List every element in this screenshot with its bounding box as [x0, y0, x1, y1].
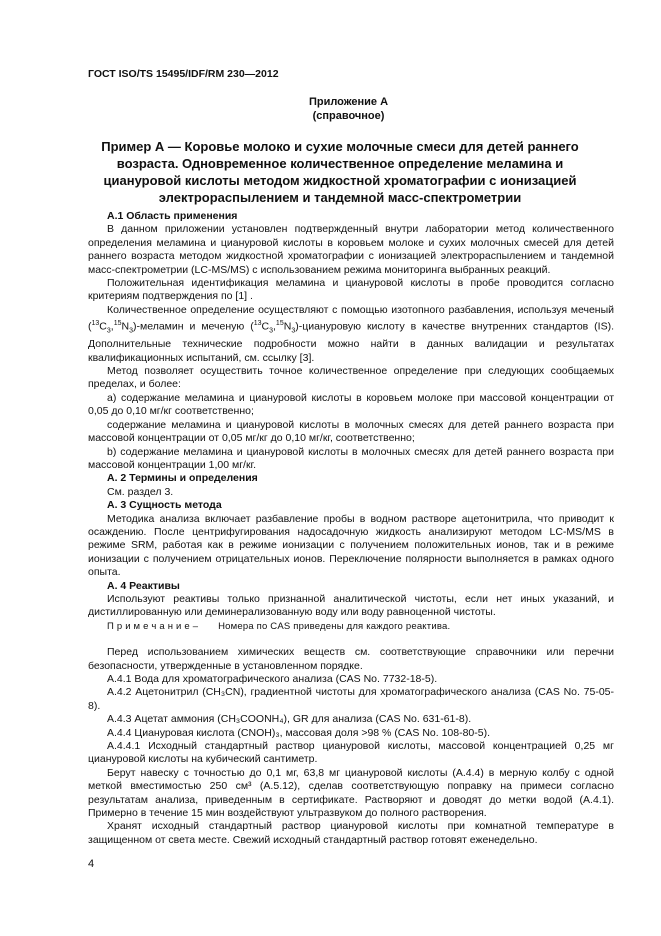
- item-a441-paragraph-3: Хранят исходный стандартный раствор циануровой кислоты при комнатной температуре в защищенном от света месте. Свежий исходный стандартный раствор готовят еженедельно.: [88, 820, 614, 846]
- section-a4-paragraph-1: Используют реактивы только признанной аналитической чистоты, если нет иных указаний, и дистиллированную или деминерализованную воду или воду равноценной чистоты.: [88, 592, 614, 619]
- item-a441-paragraph-2: Берут навеску с точностью до 0,1 мг, 63,8 мг циануровой кислоты (А.4.4) в мерную колбу с одной меткой вместимостью 250 см³ (А.5.12), сделав соответствующую поправку на примеси согласно результатам анализа, приведенным в сертификате. Растворяют и доводят до метки водой (А.4.1). Примерно в течение 15 мин воздействуют ультразвуком до полного растворения.: [88, 766, 614, 820]
- isotope-sep: ,: [273, 320, 276, 333]
- section-a3-heading: А. 3 Сущность метода: [107, 499, 222, 512]
- section-a4-heading: А. 4 Реактивы: [107, 579, 180, 592]
- section-a3-paragraph: Методика анализа включает разбавление пробы в водном растворе ацетонитрила, что приводит к осаждению. После центрифугирования надосадочную жидкость анализируют методом LC-MS/MS в режиме SRM, работая как в режиме ионизации с получением положительных ионов, так и в режиме ионизации с получением отрицательных ионов. Переключение полярности выполняется в рамках одного опыта.: [88, 512, 614, 579]
- section-a1-paragraph-2: Положительная идентификация меламина и циануровой кислоты в пробе проводится согласно критериям подтверждения по [1] .: [88, 277, 614, 303]
- isotope-c-mass: 13: [91, 320, 100, 328]
- isotope-sep: ,: [110, 320, 114, 333]
- list-item-a-continued: содержание меламина и циануровой кислоты в молочных смесях для детей раннего возраста при массовой концентрации от 0,05 мг/кг до 0,10 мг/кг, соответственно;: [88, 418, 614, 445]
- isotope-n-letter: N: [121, 320, 130, 333]
- section-a4-paragraph-2: Перед использованием химических веществ см. соответствующие справочники или перечни безопасности, утвержденные в установленном порядке.: [88, 646, 614, 672]
- isotope-n-count: 3: [129, 327, 134, 335]
- text-part: )-меламин и меченую (: [133, 320, 254, 333]
- isotope-c-letter: C: [99, 320, 107, 333]
- text-part: Количественное определение осуществляют с помощью изотопного разбавления, используя меченый (: [88, 303, 614, 333]
- isotope-n-letter: N: [283, 320, 292, 333]
- note-label: П р и м е ч а н и е –: [107, 620, 199, 632]
- item-a42: А.4.2 Ацетонитрил (CH₃CN), градиентной чистоты для хроматографического анализа (CAS No. 75-05-8).: [88, 686, 614, 712]
- appendix-title: Пример А — Коровье молоко и сухие молочные смеси для детей раннего возраста. Одновременное количественное определение меламина и циануровой кислоты методом жидкостной хроматографии с ионизацией электрораспылением и тандемной масс-спектрометрии: [101, 139, 579, 205]
- isotope-c-letter: C: [261, 320, 270, 333]
- list-item-b: b) содержание меламина и циануровой кислоты в молочных смесях для детей раннего возраста при массовой концентрации 1,00 мг/кг.: [88, 445, 614, 471]
- section-a2-heading: А. 2 Термины и определения: [107, 472, 258, 485]
- section-a1-heading: А.1 Область применения: [107, 210, 238, 222]
- text-part: )-циануровую кислоту в качестве внутренних стандартов (IS). Дополнительные технические подробности можно найти в данных валидации и результатах квалификационных испытаний, см. ссылку [3].: [88, 320, 615, 364]
- list-item-a: а) содержание меламина и циануровой кислоты в коровьем молоке при массовой концентрации от 0,05 до 0,10 мг/кг соответственно;: [88, 391, 614, 418]
- section-a1-paragraph-3: [88, 304, 614, 365]
- appendix-type: (справочное): [312, 110, 385, 122]
- section-a1-paragraph-1: В данном приложении установлен подтвержденный внутри лаборатории метод количественного определения меламина и циануровой кислоты в коровьем молоке и сухих молочных смесей для детей раннего возраста методом жидкостной хроматографии с ионизацией электрораспылением и тандемной масс-спектрометрии (LC-MS/MS) с использованием режима мониторинга выбранных реакций.: [88, 223, 614, 276]
- isotope-c-count: 3: [269, 327, 273, 335]
- page-number: 4: [88, 858, 95, 870]
- item-a43: А.4.3 Ацетат аммония (CH₃COONH₄), GR для анализа (CAS No. 631-61-8).: [107, 713, 472, 726]
- document-body: [88, 210, 614, 847]
- document-header: ГОСТ ISO/TS 15495/IDF/RM 230—2012: [88, 68, 279, 80]
- isotope-n-mass: 15: [275, 320, 284, 328]
- isotope-c-count: 3: [106, 327, 111, 335]
- appendix-label: Приложение А: [308, 96, 389, 108]
- section-a4-note: [88, 620, 614, 633]
- item-a441: А.4.4.1 Исходный стандартный раствор циануровой кислоты, массовой концентрацией 0,25 мг циануровой кислоты на кубический сантиметр.: [88, 740, 614, 766]
- section-a1-paragraph-4: Метод позволяет осуществить точное количественное определение при следующих сообщаемых пределах, и более:: [88, 365, 614, 391]
- note-text: Номера по CAS приведены для каждого реактива.: [218, 620, 451, 632]
- isotope-n-mass: 15: [113, 320, 122, 328]
- section-a2-paragraph: См. раздел 3.: [107, 485, 174, 498]
- item-a44: А.4.4 Циануровая кислота (CNOH)₃, массовая доля >98 % (CAS No. 108-80-5).: [107, 726, 491, 739]
- isotope-c-mass: 13: [253, 320, 262, 328]
- isotope-n-count: 3: [291, 327, 296, 335]
- item-a41: А.4.1 Вода для хроматографического анализа (CAS No. 7732-18-5).: [107, 673, 438, 685]
